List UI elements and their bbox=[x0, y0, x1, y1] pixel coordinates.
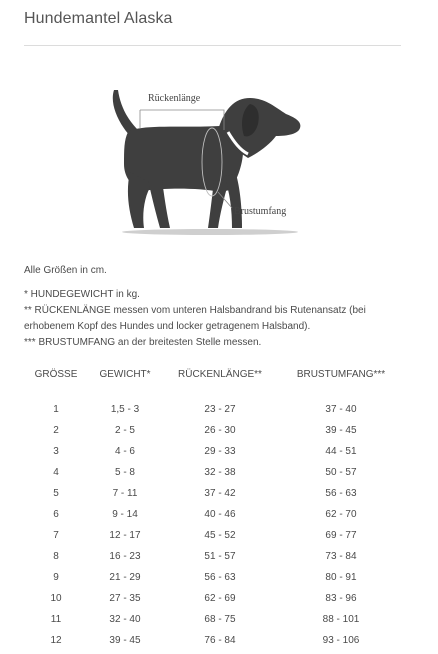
cell-size: 7 bbox=[53, 530, 59, 541]
cell-weight: 2 - 5 bbox=[114, 425, 135, 436]
cell-weight: 32 - 40 bbox=[109, 614, 141, 625]
cell-size: 6 bbox=[53, 509, 59, 520]
note-back-length-line2: erhobenem Kopf des Hundes und locker getragenem Halsband). bbox=[24, 321, 311, 332]
cell-back-length: 51 - 57 bbox=[204, 551, 236, 562]
table-row bbox=[24, 420, 404, 441]
cell-back-length: 40 - 46 bbox=[204, 509, 236, 520]
table-row bbox=[24, 483, 404, 504]
table-row bbox=[24, 504, 404, 525]
cell-size: 5 bbox=[53, 488, 59, 499]
table-row bbox=[24, 546, 404, 567]
cell-weight: 12 - 17 bbox=[109, 530, 141, 541]
cell-back-length: 76 - 84 bbox=[204, 635, 236, 646]
table-row bbox=[24, 462, 404, 483]
cell-chest-girth: 56 - 63 bbox=[325, 488, 357, 499]
cell-chest-girth: 37 - 40 bbox=[325, 404, 357, 415]
measurement-notes bbox=[24, 287, 414, 351]
cell-size: 11 bbox=[50, 614, 62, 625]
title-divider bbox=[24, 45, 401, 46]
page-title: Hundemantel Alaska bbox=[24, 10, 173, 27]
cell-back-length: 68 - 75 bbox=[204, 614, 236, 625]
cell-weight: 4 - 6 bbox=[114, 446, 135, 457]
table-row bbox=[24, 567, 404, 588]
cell-back-length: 45 - 52 bbox=[204, 530, 236, 541]
header-weight: GEWICHT* bbox=[99, 368, 151, 380]
cell-weight: 39 - 45 bbox=[109, 635, 141, 646]
label-chest-girth: Brustumfang bbox=[234, 206, 287, 217]
cell-chest-girth: 69 - 77 bbox=[325, 530, 357, 541]
size-table bbox=[24, 364, 404, 651]
units-note: Alle Größen in cm. bbox=[24, 265, 107, 276]
cell-chest-girth: 39 - 45 bbox=[325, 425, 357, 436]
cell-chest-girth: 83 - 96 bbox=[325, 593, 357, 604]
cell-weight: 1,5 - 3 bbox=[110, 404, 140, 415]
cell-chest-girth: 93 - 106 bbox=[322, 635, 360, 646]
cell-chest-girth: 80 - 91 bbox=[325, 572, 357, 583]
table-row bbox=[24, 588, 404, 609]
dog-silhouette-icon bbox=[100, 80, 320, 240]
cell-chest-girth: 62 - 70 bbox=[325, 509, 357, 520]
note-weight: * HUNDEGEWICHT in kg. bbox=[24, 289, 140, 300]
table-spacer bbox=[24, 384, 404, 399]
cell-size: 2 bbox=[53, 425, 59, 436]
header-size: GRÖSSE bbox=[34, 368, 78, 380]
table-row bbox=[24, 399, 404, 420]
cell-back-length: 26 - 30 bbox=[204, 425, 236, 436]
cell-size: 10 bbox=[50, 593, 62, 604]
header-chest-girth: BRUSTUMFANG*** bbox=[296, 368, 386, 380]
table-row bbox=[24, 630, 404, 651]
cell-back-length: 32 - 38 bbox=[204, 467, 236, 478]
table-row bbox=[24, 609, 404, 630]
cell-chest-girth: 88 - 101 bbox=[322, 614, 360, 625]
label-back-length: Rückenlänge bbox=[148, 93, 201, 104]
cell-weight: 5 - 8 bbox=[114, 467, 135, 478]
cell-size: 4 bbox=[53, 467, 59, 478]
cell-size: 12 bbox=[50, 635, 62, 646]
cell-back-length: 37 - 42 bbox=[204, 488, 236, 499]
cell-back-length: 56 - 63 bbox=[204, 572, 236, 583]
cell-chest-girth: 73 - 84 bbox=[325, 551, 357, 562]
note-chest-girth: *** BRUSTUMFANG an der breitesten Stelle messen. bbox=[24, 337, 262, 348]
table-row bbox=[24, 525, 404, 546]
cell-back-length: 29 - 33 bbox=[204, 446, 236, 457]
cell-weight: 21 - 29 bbox=[109, 572, 141, 583]
cell-weight: 7 - 11 bbox=[112, 488, 138, 499]
cell-chest-girth: 50 - 57 bbox=[325, 467, 357, 478]
header-back-length: RÜCKENLÄNGE** bbox=[178, 368, 262, 380]
cell-weight: 27 - 35 bbox=[109, 593, 141, 604]
cell-size: 1 bbox=[53, 404, 59, 415]
cell-size: 3 bbox=[53, 446, 59, 457]
table-row bbox=[24, 441, 404, 462]
cell-size: 9 bbox=[53, 572, 59, 583]
cell-back-length: 23 - 27 bbox=[204, 404, 236, 415]
cell-size: 8 bbox=[53, 551, 59, 562]
cell-chest-girth: 44 - 51 bbox=[325, 446, 357, 457]
table-header-row bbox=[24, 364, 404, 384]
cell-weight: 16 - 23 bbox=[109, 551, 141, 562]
cell-back-length: 62 - 69 bbox=[204, 593, 236, 604]
note-back-length-line1: ** RÜCKENLÄNGE messen vom unteren Halsbandrand bis Rutenansatz (bei bbox=[24, 305, 366, 316]
cell-weight: 9 - 14 bbox=[112, 509, 138, 520]
